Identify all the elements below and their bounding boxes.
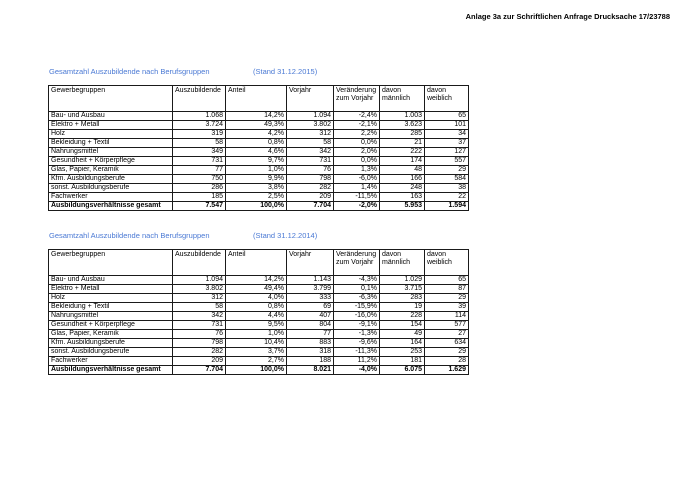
cell-value: 883	[287, 339, 334, 348]
cell-value: -4,3%	[334, 276, 380, 285]
row-label: sonst. Ausbildungsberufe	[49, 184, 173, 193]
trainees-table-2015	[48, 85, 469, 211]
table-total-row	[49, 366, 469, 375]
cell-value: -2,1%	[334, 121, 380, 130]
cell-value: 77	[173, 166, 226, 175]
table-total-row	[49, 202, 469, 211]
cell-value: 49,4%	[226, 285, 287, 294]
cell-value: 39	[425, 303, 469, 312]
cell-value: 319	[173, 130, 226, 139]
cell-value: 49,3%	[226, 121, 287, 130]
row-label: Kfm. Ausbildungsberufe	[49, 175, 173, 184]
table-row	[49, 175, 469, 184]
cell-value: 209	[287, 193, 334, 202]
cell-value: 798	[287, 175, 334, 184]
cell-value: 87	[425, 285, 469, 294]
table-row	[49, 357, 469, 366]
cell-value: 1.003	[380, 112, 425, 121]
cell-value: -6,0%	[334, 175, 380, 184]
row-label: Holz	[49, 294, 173, 303]
table-row	[49, 130, 469, 139]
table-row	[49, 166, 469, 175]
column-header: Veränderung zum Vorjahr	[334, 250, 380, 276]
column-header: davon männlich	[380, 86, 425, 112]
cell-value: 2,7%	[226, 357, 287, 366]
cell-value: 282	[287, 184, 334, 193]
row-label: Nahrungsmittel	[49, 312, 173, 321]
table-row	[49, 339, 469, 348]
cell-value: -15,9%	[334, 303, 380, 312]
cell-value: 9,9%	[226, 175, 287, 184]
cell-value: 100,0%	[226, 202, 287, 211]
cell-value: 1.094	[173, 276, 226, 285]
cell-value: 1.594	[425, 202, 469, 211]
row-label: Bekleidung + Textil	[49, 139, 173, 148]
cell-value: 1.629	[425, 366, 469, 375]
cell-value: 0,0%	[334, 157, 380, 166]
cell-value: 101	[425, 121, 469, 130]
column-header: Gewerbegruppen	[49, 250, 173, 276]
row-label: sonst. Ausbildungsberufe	[49, 348, 173, 357]
table-row	[49, 193, 469, 202]
column-header: Auszubildende	[173, 250, 226, 276]
cell-value: 7.547	[173, 202, 226, 211]
cell-value: 37	[425, 139, 469, 148]
table-title: Gesamtzahl Auszubildende nach Berufsgruppen	[49, 67, 210, 76]
cell-value: 29	[425, 294, 469, 303]
row-label: Gesundheit + Körperpflege	[49, 157, 173, 166]
cell-value: 1.143	[287, 276, 334, 285]
cell-value: -1,3%	[334, 330, 380, 339]
cell-value: 0,8%	[226, 303, 287, 312]
cell-value: 3.802	[173, 285, 226, 294]
cell-value: 22	[425, 193, 469, 202]
cell-value: -2,4%	[334, 112, 380, 121]
trainees-table-2014	[48, 249, 469, 375]
cell-value: 188	[287, 357, 334, 366]
table-row	[49, 121, 469, 130]
column-header: davon weiblich	[425, 86, 469, 112]
cell-value: 48	[380, 166, 425, 175]
cell-value: 3.802	[287, 121, 334, 130]
table-row	[49, 148, 469, 157]
column-header: davon männlich	[380, 250, 425, 276]
cell-value: 4,4%	[226, 312, 287, 321]
column-header: Vorjahr	[287, 250, 334, 276]
cell-value: 127	[425, 148, 469, 157]
row-label: Bekleidung + Textil	[49, 303, 173, 312]
cell-value: 3.623	[380, 121, 425, 130]
cell-value: 58	[287, 139, 334, 148]
table-row	[49, 321, 469, 330]
cell-value: 164	[380, 339, 425, 348]
cell-value: 14,2%	[226, 112, 287, 121]
cell-value: 804	[287, 321, 334, 330]
table-row	[49, 330, 469, 339]
table-stand-date: (Stand 31.12.2014)	[253, 231, 318, 240]
table-stand-date: (Stand 31.12.2015)	[253, 67, 318, 76]
table-row	[49, 285, 469, 294]
cell-value: 58	[173, 303, 226, 312]
cell-value: 76	[173, 330, 226, 339]
table-row	[49, 303, 469, 312]
cell-value: 731	[287, 157, 334, 166]
cell-value: 1,0%	[226, 166, 287, 175]
cell-value: 1,4%	[334, 184, 380, 193]
column-header: Auszubildende	[173, 86, 226, 112]
table-header-row	[49, 250, 469, 276]
column-header: Anteil	[226, 86, 287, 112]
cell-value: 312	[287, 130, 334, 139]
table-row	[49, 184, 469, 193]
row-label: Bau- und Ausbau	[49, 276, 173, 285]
cell-value: 557	[425, 157, 469, 166]
cell-value: 1.029	[380, 276, 425, 285]
row-label: Glas, Papier, Keramik	[49, 330, 173, 339]
row-label: Elektro + Metall	[49, 121, 173, 130]
cell-value: 21	[380, 139, 425, 148]
cell-value: 58	[173, 139, 226, 148]
table-row	[49, 276, 469, 285]
cell-value: -11,3%	[334, 348, 380, 357]
row-label: Fachwerker	[49, 193, 173, 202]
cell-value: 312	[173, 294, 226, 303]
cell-value: 798	[173, 339, 226, 348]
cell-value: 3.724	[173, 121, 226, 130]
table-row	[49, 139, 469, 148]
table-row	[49, 312, 469, 321]
cell-value: 185	[173, 193, 226, 202]
cell-value: 10,4%	[226, 339, 287, 348]
cell-value: 3,7%	[226, 348, 287, 357]
cell-value: 163	[380, 193, 425, 202]
cell-value: 7.704	[173, 366, 226, 375]
table-section-2015	[48, 66, 470, 211]
cell-value: 3.799	[287, 285, 334, 294]
cell-value: -11,5%	[334, 193, 380, 202]
cell-value: 49	[380, 330, 425, 339]
cell-value: 2,2%	[334, 130, 380, 139]
cell-value: 29	[425, 348, 469, 357]
cell-value: 76	[287, 166, 334, 175]
cell-value: 4,0%	[226, 294, 287, 303]
cell-value: 2,5%	[226, 193, 287, 202]
cell-value: 65	[425, 276, 469, 285]
cell-value: 77	[287, 330, 334, 339]
cell-value: 34	[425, 130, 469, 139]
cell-value: 69	[287, 303, 334, 312]
column-header: Veränderung zum Vorjahr	[334, 86, 380, 112]
column-header: davon weiblich	[425, 250, 469, 276]
cell-value: 5.953	[380, 202, 425, 211]
cell-value: 209	[173, 357, 226, 366]
row-label: Ausbildungsverhältnisse gesamt	[49, 366, 173, 375]
cell-value: 0,0%	[334, 139, 380, 148]
column-header: Anteil	[226, 250, 287, 276]
cell-value: 248	[380, 184, 425, 193]
row-label: Fachwerker	[49, 357, 173, 366]
cell-value: 333	[287, 294, 334, 303]
cell-value: 114	[425, 312, 469, 321]
cell-value: 283	[380, 294, 425, 303]
cell-value: 285	[380, 130, 425, 139]
cell-value: -6,3%	[334, 294, 380, 303]
cell-value: 577	[425, 321, 469, 330]
cell-value: 1,3%	[334, 166, 380, 175]
cell-value: 634	[425, 339, 469, 348]
cell-value: 282	[173, 348, 226, 357]
row-label: Ausbildungsverhältnisse gesamt	[49, 202, 173, 211]
cell-value: 1.068	[173, 112, 226, 121]
cell-value: 318	[287, 348, 334, 357]
cell-value: 731	[173, 321, 226, 330]
cell-value: 19	[380, 303, 425, 312]
cell-value: -4,0%	[334, 366, 380, 375]
cell-value: 11,2%	[334, 357, 380, 366]
cell-value: 222	[380, 148, 425, 157]
row-label: Gesundheit + Körperpflege	[49, 321, 173, 330]
cell-value: -16,0%	[334, 312, 380, 321]
row-label: Bau- und Ausbau	[49, 112, 173, 121]
cell-value: 38	[425, 184, 469, 193]
cell-value: 349	[173, 148, 226, 157]
cell-value: 9,7%	[226, 157, 287, 166]
cell-value: 1,0%	[226, 330, 287, 339]
table-header-row	[49, 86, 469, 112]
table-title-row	[48, 66, 470, 85]
cell-value: 28	[425, 357, 469, 366]
cell-value: 407	[287, 312, 334, 321]
cell-value: 174	[380, 157, 425, 166]
cell-value: 3,8%	[226, 184, 287, 193]
cell-value: 750	[173, 175, 226, 184]
cell-value: 166	[380, 175, 425, 184]
cell-value: 342	[287, 148, 334, 157]
cell-value: -9,6%	[334, 339, 380, 348]
cell-value: 100,0%	[226, 366, 287, 375]
column-header: Gewerbegruppen	[49, 86, 173, 112]
table-row	[49, 112, 469, 121]
cell-value: 2,0%	[334, 148, 380, 157]
cell-value: 286	[173, 184, 226, 193]
cell-value: 342	[173, 312, 226, 321]
cell-value: 9,5%	[226, 321, 287, 330]
row-label: Glas, Papier, Keramik	[49, 166, 173, 175]
table-row	[49, 348, 469, 357]
cell-value: 65	[425, 112, 469, 121]
cell-value: 3.715	[380, 285, 425, 294]
cell-value: 228	[380, 312, 425, 321]
cell-value: 4,2%	[226, 130, 287, 139]
table-section-2014	[48, 230, 470, 375]
cell-value: 731	[173, 157, 226, 166]
cell-value: 584	[425, 175, 469, 184]
cell-value: 0,1%	[334, 285, 380, 294]
column-header: Vorjahr	[287, 86, 334, 112]
cell-value: 253	[380, 348, 425, 357]
cell-value: 29	[425, 166, 469, 175]
cell-value: 181	[380, 357, 425, 366]
row-label: Nahrungsmittel	[49, 148, 173, 157]
cell-value: -2,0%	[334, 202, 380, 211]
table-row	[49, 157, 469, 166]
row-label: Elektro + Metall	[49, 285, 173, 294]
document-reference-note: Anlage 3a zur Schriftlichen Anfrage Drucksache 17/23788	[465, 12, 670, 21]
table-title: Gesamtzahl Auszubildende nach Berufsgruppen	[49, 231, 210, 240]
row-label: Holz	[49, 130, 173, 139]
cell-value: 1.094	[287, 112, 334, 121]
cell-value: 8.021	[287, 366, 334, 375]
cell-value: 6.075	[380, 366, 425, 375]
table-row	[49, 294, 469, 303]
row-label: Kfm. Ausbildungsberufe	[49, 339, 173, 348]
cell-value: 14,2%	[226, 276, 287, 285]
cell-value: 0,8%	[226, 139, 287, 148]
cell-value: 154	[380, 321, 425, 330]
cell-value: 27	[425, 330, 469, 339]
cell-value: -9,1%	[334, 321, 380, 330]
cell-value: 7.704	[287, 202, 334, 211]
table-title-row	[48, 230, 470, 249]
cell-value: 4,6%	[226, 148, 287, 157]
